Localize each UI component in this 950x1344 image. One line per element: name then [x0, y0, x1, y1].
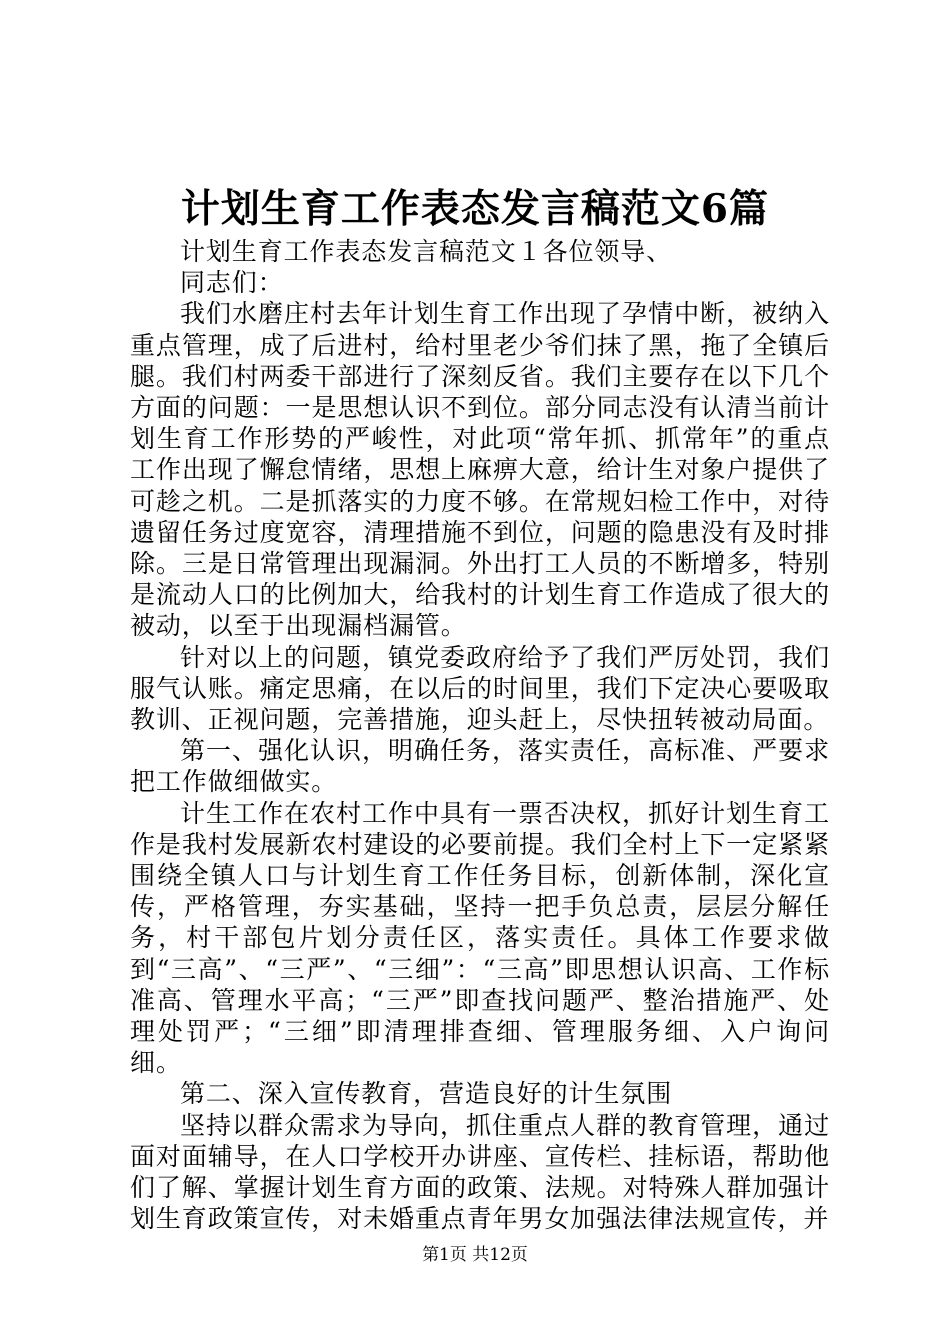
paragraph: 计划生育工作表态发言稿范文１各位领导、	[180, 237, 673, 266]
page-number-footer: 第1页 共12页	[422, 1245, 528, 1265]
paragraph: 第一、强化认识，明确任务，落实责任，高标准、严要求把工作做细做实。	[130, 736, 830, 797]
document-title: 计划生育工作表态发言稿范文6篇	[180, 186, 770, 232]
paragraph: 坚持以群众需求为导向，抓住重点人群的教育管理，通过面对面辅导，在人口学校开办讲座、宣传栏、挂标语，帮助他们了解、掌握计划生育方面的政策、法规。对特殊人群加强计划生育政策宣传，对未婚重点青年男女加强法律法规宣传，并	[130, 1110, 830, 1234]
document-body	[130, 236, 830, 1235]
paragraph: 我们水磨庄村去年计划生育工作出现了孕情中断，被纳入重点管理，成了后进村，给村里老少爷们抹了黑，拖了全镇后腿。我们村两委干部进行了深刻反省。我们主要存在以下几个方面的问题：一是思想认识不到位。部分同志没有认清当前计划生育工作形势的严峻性，对此项“常年抓、抓常年”的重点工作出现了懈怠情绪，思想上麻痹大意，给计生对象户提供了可趁之机。二是抓落实的力度不够。在常规妇检工作中，对待遗留任务过度宽容，清理措施不到位，问题的隐患没有及时排除。三是日常管理出现漏洞。外出打工人员的不断增多，特别是流动人口的比例加大，给我村的计划生育工作造成了很大的被动，以至于出现漏档漏管。	[130, 299, 830, 641]
paragraph: 第二、深入宣传教育，营造良好的计生氛围	[180, 1079, 673, 1109]
paragraph: 针对以上的问题，镇党委政府给予了我们严厉处罚，我们服气认账。痛定思痛，在以后的时间里，我们下定决心要吸取教训、正视问题，完善措施，迎头赶上，尽快扭转被动局面。	[130, 642, 830, 735]
paragraph: 计生工作在农村工作中具有一票否决权，抓好计划生育工作是我村发展新农村建设的必要前提。我们全村上下一定紧紧围绕全镇人口与计划生育工作任务目标，创新体制，深化宣传，严格管理，夯实基础，坚持一把手负总责，层层分解任务，村干部包片划分责任区，落实责任。具体工作要求做到“三高”、“三严”、“三细”：“三高”即思想认识高、工作标准高、管理水平高；“三严”即查找问题严、整治措施严、处理处罚严；“三细”即清理排查细、管理服务细、入户询问细。	[130, 798, 830, 1078]
paragraph: 同志们：	[180, 268, 284, 298]
